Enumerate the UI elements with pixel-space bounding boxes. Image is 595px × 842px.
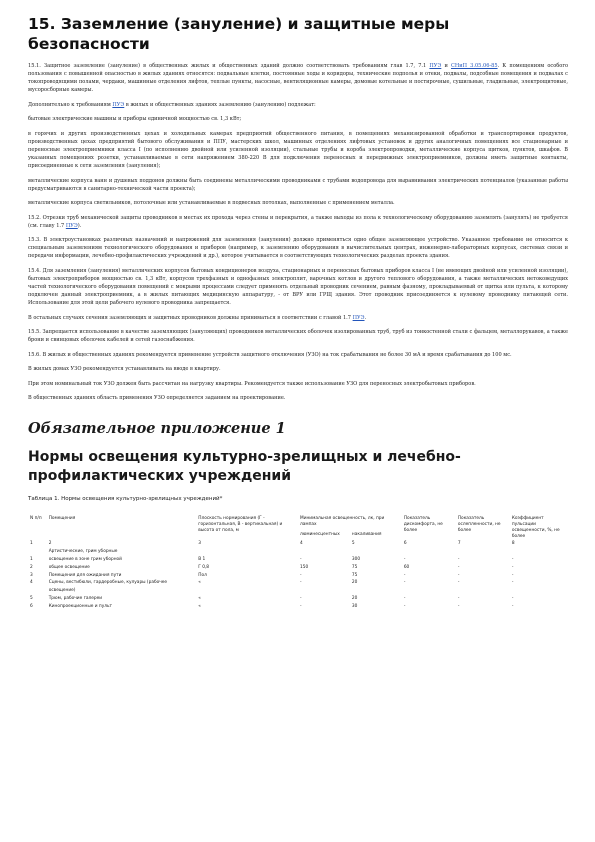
- paragraph-text: в горячих и других производственных цехах и холодильных камерах предприятий общественного питания, в помещениях механизированной обработки и транспортировки продуктов, производственных цехах предприятий бытового обслуживания и ППУ, мастерских школ, машинных отделениях лифтовых установок и других аналогичных помещениях все стационарные и переносные электроприемники класса I (по исполнению двойной или усиленной изоляции), стальные трубы и короба электропроводки, металлические корпуса щитков, пунктов, шкафов. В указанных помещениях розетки, устанавливаемые в сети напряжением 380-220 В для подключения переносных и передвижных электроприемников, должны иметь защитные контакты, присоединенные к сети заземления (зануления);: [28, 130, 568, 169]
- table-cell: [456, 548, 510, 556]
- table-cell: -: [511, 580, 514, 586]
- paragraph: [28, 267, 568, 307]
- table-cell: -: [457, 603, 460, 609]
- paragraph: [28, 380, 568, 388]
- table-cell: Трюм, рабочие галереи: [48, 596, 103, 602]
- col-header-discomfort: Показатель дискомфорта, не более: [403, 516, 443, 534]
- table-cell: -: [457, 564, 460, 570]
- table-cell: -: [299, 603, 302, 609]
- table-row: [28, 564, 568, 572]
- table-cell: 75: [351, 564, 358, 570]
- paragraph-text: В остальных случаях сечения заземляющих и защитных проводников должны приниматься в соответствии с главой 1.7: [28, 314, 353, 321]
- paragraph: [28, 314, 568, 322]
- paragraph-text: бытовые электрические машины и приборы единичной мощностью св. 1,3 кВт;: [28, 116, 242, 123]
- paragraph-text: и: [441, 63, 451, 69]
- table-cell: 4: [299, 541, 303, 547]
- document-page: [28, 14, 568, 611]
- table-row: [28, 603, 568, 611]
- table-cell: Помещения для ожидания пути: [48, 572, 122, 578]
- table-cell: -: [403, 572, 406, 578]
- paragraph-text: 15.6. В жилых и общественных зданиях рекомендуется применение устройств защитного отключения (УЗО) на ток срабатывания не более 30 мА и время срабатывания до 100 мс.: [28, 351, 512, 358]
- paragraph: [28, 236, 568, 260]
- table-cell: 1: [30, 557, 33, 563]
- table-row: [28, 572, 568, 580]
- table-row: [28, 556, 568, 564]
- table-cell: [298, 548, 350, 556]
- col-header-plane: Плоскость нормирования (Г - горизонтальная, В - вертикальная) и высота от пола, м: [198, 516, 283, 534]
- table-cell: [196, 548, 298, 556]
- table-cell: Сцены, вестибюли, гардеробные, кулуары (рабочее освещение): [48, 580, 168, 594]
- table-cell: [28, 548, 47, 556]
- document-link[interactable]: ПУЭ: [429, 63, 442, 69]
- table-cell: 2: [48, 541, 52, 547]
- table-cell: «: [198, 596, 201, 602]
- col-header-lux-inc: накаливания: [351, 532, 382, 538]
- table-cell: 7: [457, 541, 461, 547]
- table-row: [28, 595, 568, 603]
- table-body: [28, 540, 568, 610]
- document-link[interactable]: ПУЭ: [65, 222, 78, 229]
- appendix-title: Обязательное приложение 1: [28, 420, 286, 438]
- paragraph: [28, 62, 568, 94]
- table-cell: 5: [351, 541, 355, 547]
- table-cell: «: [198, 580, 201, 586]
- table-cell: 2: [30, 564, 33, 570]
- table-cell: -: [403, 596, 406, 602]
- table-cell: 75: [351, 572, 358, 578]
- table-cell: 8: [511, 541, 515, 547]
- table-cell: 3: [198, 541, 201, 547]
- paragraph: [28, 328, 568, 344]
- table-cell: -: [511, 572, 514, 578]
- norms-title: Нормы освещения культурно-зрелищных и лечебно-профилактических учреждений: [28, 449, 461, 485]
- table-row: [28, 548, 568, 556]
- paragraph-text: Дополнительно к требованиям: [28, 101, 113, 108]
- paragraph-text: В жилых домах УЗО рекомендуется устанавливать на вводе в квартиру.: [28, 366, 221, 373]
- table-cell: освещение в зоне грим уборной: [48, 557, 122, 563]
- paragraph: [28, 177, 568, 193]
- table-cell: -: [511, 564, 514, 570]
- table-cell: В 1: [198, 557, 206, 563]
- table-cell: 20: [351, 580, 358, 586]
- paragraph: [28, 214, 568, 230]
- paragraph: [28, 199, 568, 207]
- col-header-lux-ll: люминесцентных: [299, 532, 340, 538]
- paragraph: [28, 115, 568, 123]
- table-cell: -: [299, 572, 302, 578]
- table-cell: -: [457, 596, 460, 602]
- paragraph-text: 15.1. Защитное заземление (зануление) в общественных жилых и общественных зданий должно соответствовать требованиям глав 1.7, 7.1: [28, 63, 430, 69]
- paragraph: [28, 394, 568, 402]
- table-cell: Г 0,8: [198, 564, 210, 570]
- table-cell: «: [198, 603, 201, 609]
- table-cell: Артистические, грим уборные: [48, 549, 118, 555]
- lighting-norms-table: [28, 516, 568, 610]
- table-cell: -: [511, 557, 514, 563]
- paragraph: [28, 351, 568, 359]
- col-header-num: N п/п: [30, 516, 42, 522]
- table-cell: 60: [403, 564, 410, 570]
- table-cell: 150: [299, 564, 309, 570]
- paragraph-text: .: [364, 314, 367, 321]
- table-cell: -: [403, 580, 406, 586]
- table-cell: -: [511, 596, 514, 602]
- document-link[interactable]: ПУЭ: [352, 314, 365, 321]
- table-cell: -: [457, 572, 460, 578]
- table-cell: Пол: [198, 572, 207, 578]
- paragraph-text: 15.5. Запрещается использование в качестве заземляющих (зануляющих) проводников металлических оболочек изолированных труб, труб из тонкостенной стали с фальцем, металлорукавов, а также брони и свинцовых оболочек кабелей и сетей газоснабжения.: [28, 329, 568, 344]
- table-cell: [350, 548, 402, 556]
- table-cell: -: [299, 596, 302, 602]
- col-header-room: Помещения: [48, 516, 76, 522]
- paragraph: [28, 130, 568, 170]
- table-cell: 3: [30, 572, 33, 578]
- col-header-lux-group: Минимальная освещенность, лк, при лампах: [299, 516, 385, 528]
- paragraph-text: . К помещениям особого пользования с повышенной опасностью в жилых зданиях относятся: подвальные клетки, постоянные ходы и коридоры, технические подполья и отеки, подвалы, подсобные помещения и подвалах с токопроводящими полами, чердаки, машинные отделения лифтов, теплые пункты, насосные, вентиляционные камеры, домовые котельные и постирочные, сушильные, гладильные, электрощитовые, мусоросборные камеры.: [28, 63, 569, 94]
- paragraph-text: 15.2. Отрезки труб механической защиты проводников в местах их прохода через стены и перекрытия, а также выходы из пола к технологическому оборудованию заземлять (занулять) не требуется (см. главу 1.7: [28, 214, 568, 229]
- table-caption: Таблица 1. Нормы освещения культурно-зрелищных учреждений*: [28, 496, 223, 503]
- table-cell: 6: [30, 603, 33, 609]
- paragraph-text: металлические корпуса светильников, потолочные или устанавливаемые в подвесных потолках, выполненные с применением металла.: [28, 200, 395, 207]
- paragraph-text: 15.3. В электроустановках различных назначений и напряжений для заземления (зануления) должно применяться одно общее заземляющее устройство. Указанное требование не относится к специальным заземлениям технологического оборудования и приборов (например, к заземлению оборудования в вычислительных центрах, инженерно-лабораторных корпусах, системах связи и передачи информации, лечебно-профилактических учреждений и др.), которое учитывается в соответствующих технологических разделах проекта здания.: [28, 237, 568, 260]
- table-cell: 30: [351, 603, 358, 609]
- table-cell: -: [457, 580, 460, 586]
- table-cell: -: [403, 603, 406, 609]
- document-link[interactable]: ПУЭ: [112, 101, 125, 108]
- table-cell: -: [299, 557, 302, 563]
- section-title: 15. Заземление (зануление) и защитные меры безопасности: [28, 15, 450, 53]
- table-cell: 4: [30, 580, 33, 586]
- paragraph: [28, 365, 568, 373]
- table-cell: 5: [30, 596, 33, 602]
- table-cell: общее освещение: [48, 564, 90, 570]
- table-cell: -: [403, 557, 406, 563]
- paragraph-text: ).: [77, 222, 82, 229]
- table-cell: -: [299, 580, 302, 586]
- paragraph-text: 15.4. Для заземления (зануления) металлических корпусов бытовых кондиционеров воздуха, стационарных и переносных бытовых приборов класса I (не имеющих двойной или усиленной изоляции), бытовых электроприборов мощностью св. 1,3 кВт, корпусов трехфазных и однофазных электроплит, варочных котлов и другого теплового оборудования, а также металлических нетоковедущих частей технологического оборудования помещений с мокрыми процессами следует применять отдельный проводник сечением, равным фазному, прокладываемый от щитка или пульта, к которому подключен данный электроприемник, а в жилых питающих медицинскую аппаратуру, - от ВРУ или ГРЩ здания. Этот проводник присоединяется к нулевому проводнику питающей сети. Использование для этой цели рабочего нулевого проводника запрещается.: [28, 267, 568, 307]
- paragraph-text: При этом номинальный ток УЗО должен быть рассчитан на нагрузку квартиры. Рекомендуется также использование УЗО для переносных электробытовых приборов.: [28, 380, 476, 387]
- table-cell: 300: [351, 557, 361, 563]
- col-header-pulsation: Коэффициент пульсации освещенности, %, не более: [511, 516, 560, 540]
- paragraph-text: металлические корпуса ванн и душевых поддонов должны быть соединены металлическими проводниками с трубами водопровода для выравнивания электрических потенциалов (указанные работы предусматриваются в санитарно-технической части проекта);: [28, 177, 568, 192]
- document-link[interactable]: СНиП 3.05.06-85: [450, 63, 498, 69]
- table-cell: [510, 548, 568, 556]
- section-body: [28, 62, 568, 402]
- table-cell: [402, 548, 456, 556]
- table-cell: Кинопроекционные и пульт: [48, 603, 113, 609]
- col-header-glare: Показатель ослепленности, не более: [457, 516, 501, 534]
- paragraph: [28, 101, 568, 109]
- paragraph-text: В общественных зданиях область применения УЗО определяется заданием на проектирование.: [28, 395, 286, 402]
- table-cell: 6: [403, 541, 407, 547]
- table-row: [28, 579, 568, 595]
- table-cell: -: [457, 557, 460, 563]
- table-cell: -: [511, 603, 514, 609]
- table-cell: 1: [30, 541, 33, 547]
- table-index-row: [28, 540, 568, 548]
- paragraph-text: в жилых и общественных зданиях заземлению (занулению) подлежат:: [124, 101, 316, 108]
- table-cell: 20: [351, 596, 358, 602]
